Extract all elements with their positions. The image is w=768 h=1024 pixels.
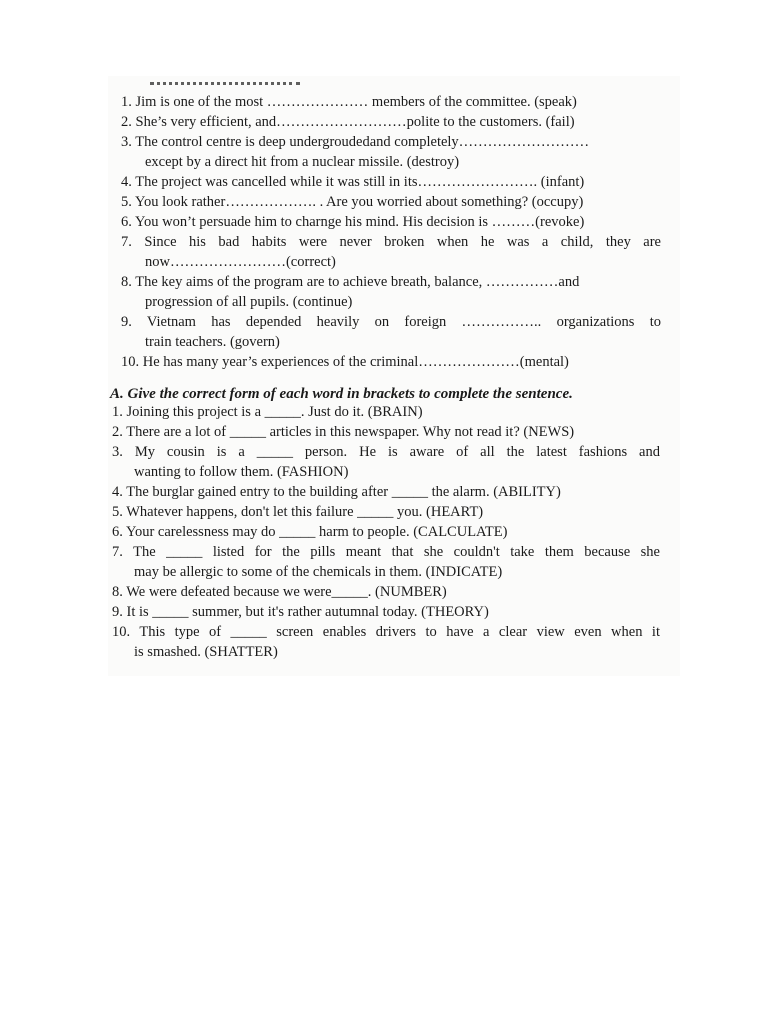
exercise-item-8: 8. The key aims of the program are to achieve breath, balance, ……………and: [121, 274, 580, 290]
exercise-item-7: 7. Since his bad habits were never broken when he was a child, they are: [121, 234, 661, 250]
word-form-item-1: 1. Joining this project is a _____. Just do it. (BRAIN): [112, 404, 423, 420]
exercise-item-4: 4. The project was cancelled while it was still in its……………………. (infant): [121, 174, 585, 190]
exercise-list-a: [112, 402, 660, 662]
word-form-item-6: 6. Your carelessness may do _____ harm to people. (CALCULATE): [112, 524, 508, 540]
section-a-heading: A. Give the correct form of each word in brackets to complete the sentence.: [110, 386, 573, 402]
exercise-item-3: 3. The control centre is deep undergroudedand completely………………………: [121, 134, 590, 150]
word-form-item-10: 10. This type of _____ screen enables drivers to have a clear view even when it: [112, 624, 660, 640]
word-form-item-3-continued: wanting to follow them. (FASHION): [134, 464, 349, 480]
word-form-item-9: 9. It is _____ summer, but it's rather autumnal today. (THEORY): [112, 604, 489, 620]
cropped-top-line: [150, 80, 300, 86]
cropped-text-fragment: [150, 82, 300, 86]
exercise-item-5: 5. You look rather………………. . Are you worried about something? (occupy): [121, 194, 584, 210]
exercise-item-8-continued: progression of all pupils. (continue): [145, 294, 353, 310]
word-form-item-10-continued: is smashed. (SHATTER): [134, 644, 278, 660]
word-form-item-7-continued: may be allergic to some of the chemicals in them. (INDICATE): [134, 564, 503, 580]
exercise-list-1: [121, 92, 661, 372]
word-form-item-4: 4. The burglar gained entry to the building after _____ the alarm. (ABILITY): [112, 484, 561, 500]
exercise-item-1: 1. Jim is one of the most ………………… members of the committee. (speak): [121, 94, 577, 110]
exercise-item-6: 6. You won’t persuade him to charnge his mind. His decision is ………(revoke): [121, 214, 585, 230]
exercise-item-9-continued: train teachers. (govern): [145, 334, 280, 350]
word-form-item-5: 5. Whatever happens, don't let this failure _____ you. (HEART): [112, 504, 484, 520]
word-form-item-2: 2. There are a lot of _____ articles in this newspaper. Why not read it? (NEWS): [112, 424, 575, 440]
exercise-item-7-continued: now……………………(correct): [145, 254, 336, 270]
word-form-item-7: 7. The _____ listed for the pills meant that she couldn't take them because she: [112, 544, 660, 560]
word-form-item-3: 3. My cousin is a _____ person. He is aware of all the latest fashions and: [112, 444, 660, 460]
word-form-item-8: 8. We were defeated because we were_____. (NUMBER): [112, 584, 447, 600]
exercise-item-10: 10. He has many year’s experiences of the criminal…………………(mental): [121, 354, 569, 370]
exercise-item-9: 9. Vietnam has depended heavily on foreign …………….. organizations to: [121, 314, 661, 330]
exercise-item-3-continued: except by a direct hit from a nuclear missile. (destroy): [145, 154, 460, 170]
exercise-item-2: 2. She’s very efficient, and………………………polite to the customers. (fail): [121, 114, 575, 130]
